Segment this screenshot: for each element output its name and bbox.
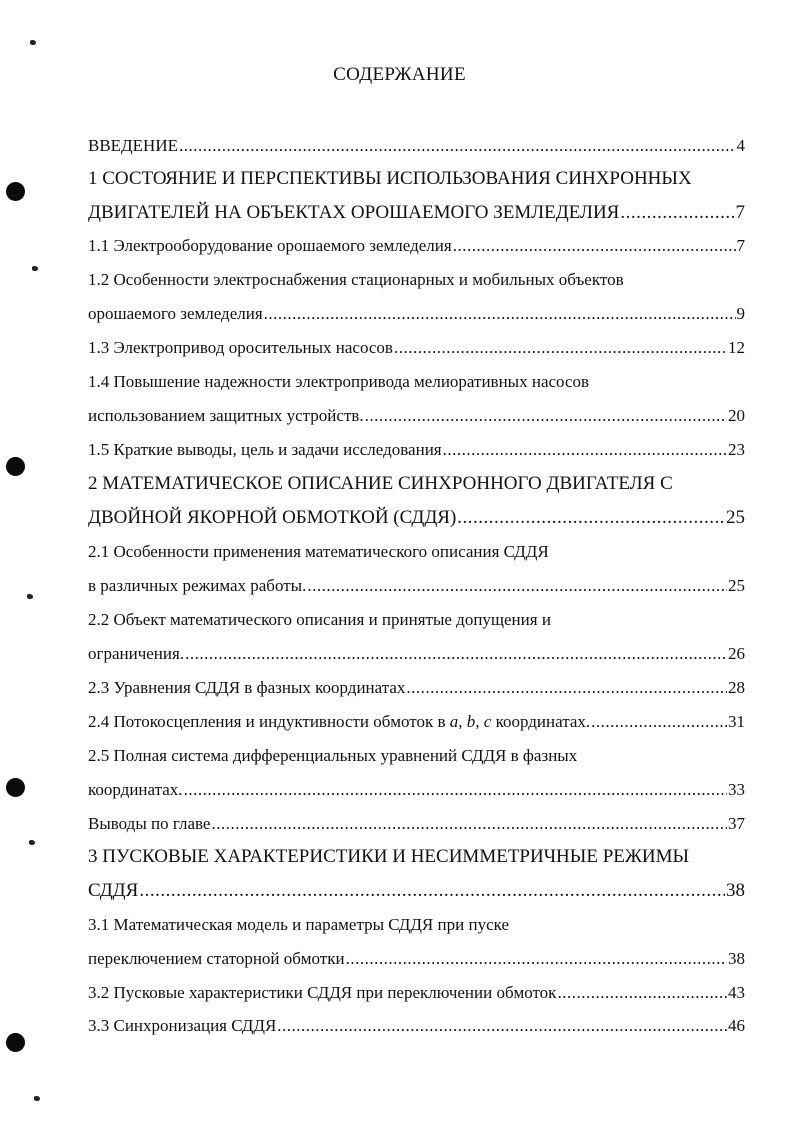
- toc-leader: [307, 575, 727, 597]
- binder-hole-1: [6, 182, 25, 201]
- toc-page-number: 33: [728, 780, 745, 799]
- toc-page-number: 7: [735, 202, 745, 223]
- coordinate-a: a: [449, 712, 459, 731]
- toc-page-number: 37: [728, 814, 745, 833]
- toc-page-number: 4: [736, 136, 745, 155]
- toc-entry-2-3[interactable]: [88, 677, 745, 699]
- toc-entry-2-5-line1: 2.5 Полная система дифференциальных уравнений СДДЯ в фазных: [88, 746, 578, 765]
- toc-leader: [277, 1015, 727, 1037]
- toc-text-part: координатах.: [491, 712, 591, 731]
- toc-entry-text: координатах.: [88, 780, 183, 799]
- toc-chapter-3-heading: 3 ПУСКОВЫЕ ХАРАКТЕРИСТИКИ И НЕСИММЕТРИЧНЫЕ РЕЖИМЫ: [88, 846, 690, 867]
- toc-page-number: 38: [726, 880, 745, 901]
- scan-speck: [34, 1096, 40, 1101]
- toc-chapter-2-heading: 2 МАТЕМАТИЧЕСКОЕ ОПИСАНИЕ СИНХРОННОГО ДВИГАТЕЛЯ С: [88, 473, 673, 494]
- toc-entry-1-1[interactable]: [88, 235, 745, 257]
- toc-page-number: 25: [728, 576, 745, 595]
- toc-entry-1-3[interactable]: [88, 337, 745, 359]
- toc-leader: [264, 303, 736, 325]
- toc-entry-text: 3.2 Пусковые характеристики СДДЯ при переключении обмоток: [88, 983, 557, 1002]
- toc-page-number: 43: [728, 983, 745, 1002]
- toc-entry-chapter-1[interactable]: [88, 202, 745, 224]
- toc-entry-1-4[interactable]: [88, 405, 745, 427]
- toc-page-number: 23: [728, 440, 745, 459]
- toc-entry-text: 2.3 Уравнения СДДЯ в фазных координатах: [88, 678, 406, 697]
- toc-leader: [457, 507, 725, 529]
- toc-page-number: 7: [736, 236, 745, 255]
- toc-entry-3-1[interactable]: [88, 948, 745, 970]
- toc-entry-text: орошаемого земледелия: [88, 304, 263, 323]
- toc-leader: [346, 948, 727, 970]
- toc-entry-3-2[interactable]: [88, 982, 745, 1004]
- toc-leader: [139, 880, 725, 902]
- toc-leader: [453, 235, 736, 257]
- toc-text-part: 2.4 Потокосцепления и индуктивности обмоток в: [88, 712, 450, 731]
- toc-entry-2-2[interactable]: [88, 643, 745, 665]
- toc-entry-chapter-2[interactable]: [88, 507, 745, 529]
- toc-leader: [620, 202, 734, 224]
- toc-entry-2-4[interactable]: [88, 711, 745, 733]
- binder-hole-3: [6, 778, 25, 797]
- toc-entry-text: ограничения.: [88, 644, 185, 663]
- toc-entry-1-4-line1: 1.4 Повышение надежности электропривода мелиоративных насосов: [88, 372, 590, 391]
- toc-leader: [406, 677, 727, 699]
- toc-chapter-1-heading: 1 СОСТОЯНИЕ И ПЕРСПЕКТИВЫ ИСПОЛЬЗОВАНИЯ СИНХРОННЫХ: [88, 168, 692, 189]
- toc-leader: [443, 439, 727, 461]
- scan-speck: [30, 40, 36, 45]
- toc-leader: [365, 405, 727, 427]
- toc-leader: [394, 337, 727, 359]
- toc-page-number: 20: [728, 406, 745, 425]
- toc-page-number: 38: [728, 949, 745, 968]
- toc-entry-2-1[interactable]: [88, 575, 745, 597]
- toc-entry-3-1-line1: 3.1 Математическая модель и параметры СДДЯ при пуске: [88, 915, 509, 934]
- toc-page-number: 46: [728, 1016, 745, 1035]
- coordinate-b: b: [466, 712, 476, 731]
- toc-entry-text: СДДЯ: [88, 880, 139, 901]
- scan-speck: [27, 594, 33, 599]
- toc-entry-1-2[interactable]: [88, 303, 745, 325]
- toc-entry-chapter-3[interactable]: [88, 880, 745, 902]
- toc-page-number: 25: [726, 507, 745, 528]
- toc-text-separator: ,: [458, 712, 467, 731]
- toc-page-number: 26: [728, 644, 745, 663]
- toc-page-number: 28: [728, 678, 745, 697]
- toc-entry-introduction[interactable]: [88, 135, 745, 157]
- toc-entry-text: ДВИГАТЕЛЕЙ НА ОБЪЕКТАХ ОРОШАЕМОГО ЗЕМЛЕДЕЛИЯ: [88, 202, 620, 223]
- toc-entry-text: ДВОЙНОЙ ЯКОРНОЙ ОБМОТКОЙ (СДДЯ): [88, 507, 457, 528]
- toc-entry-2-2-line1: 2.2 Объект математического описания и принятые допущения и: [88, 610, 551, 629]
- toc-entry-1-5[interactable]: [88, 439, 745, 461]
- toc-entry-text: использованием защитных устройств.: [88, 406, 364, 425]
- toc-entry-text: 3.3 Синхронизация СДДЯ: [88, 1016, 277, 1035]
- toc-page-number: 12: [728, 338, 745, 357]
- toc-entry-text: в различных режимах работы.: [88, 576, 307, 595]
- page-title: СОДЕРЖАНИЕ: [333, 64, 466, 85]
- scan-speck: [29, 840, 35, 845]
- toc-leader: [591, 711, 727, 733]
- toc-page-number: 31: [728, 712, 745, 731]
- toc-text-separator: ,: [475, 712, 484, 731]
- toc-leader: [184, 779, 727, 801]
- toc-entry-text: 1.5 Краткие выводы, цель и задачи исследования: [88, 440, 442, 459]
- toc-entry-text: 1.3 Электропривод оросительных насосов: [88, 338, 393, 357]
- toc-entry-text: 1.1 Электрооборудование орошаемого земледелия: [88, 236, 452, 255]
- toc-leader: [185, 643, 727, 665]
- scan-speck: [32, 266, 38, 271]
- toc-leader: [179, 135, 736, 157]
- toc-entry-text: Выводы по главе: [88, 814, 211, 833]
- toc-entry-2-5[interactable]: [88, 779, 745, 801]
- binder-hole-2: [6, 457, 25, 476]
- toc-entry-text: ВВЕДЕНИЕ: [88, 136, 178, 155]
- binder-hole-4: [6, 1033, 25, 1052]
- coordinate-c: c: [483, 712, 492, 731]
- toc-entry-text: переключением статорной обмотки: [88, 949, 345, 968]
- toc-entry-2-1-line1: 2.1 Особенности применения математического описания СДДЯ: [88, 542, 549, 561]
- toc-leader: [211, 813, 727, 835]
- toc-entry-text: [88, 711, 590, 733]
- toc-entry-3-3[interactable]: [88, 1015, 745, 1037]
- toc-page-number: 9: [736, 304, 745, 323]
- toc-entry-chapter-2-conclusions[interactable]: [88, 813, 745, 835]
- toc-leader: [557, 982, 727, 1004]
- toc-entry-1-2-line1: 1.2 Особенности электроснабжения стационарных и мобильных объектов: [88, 270, 624, 289]
